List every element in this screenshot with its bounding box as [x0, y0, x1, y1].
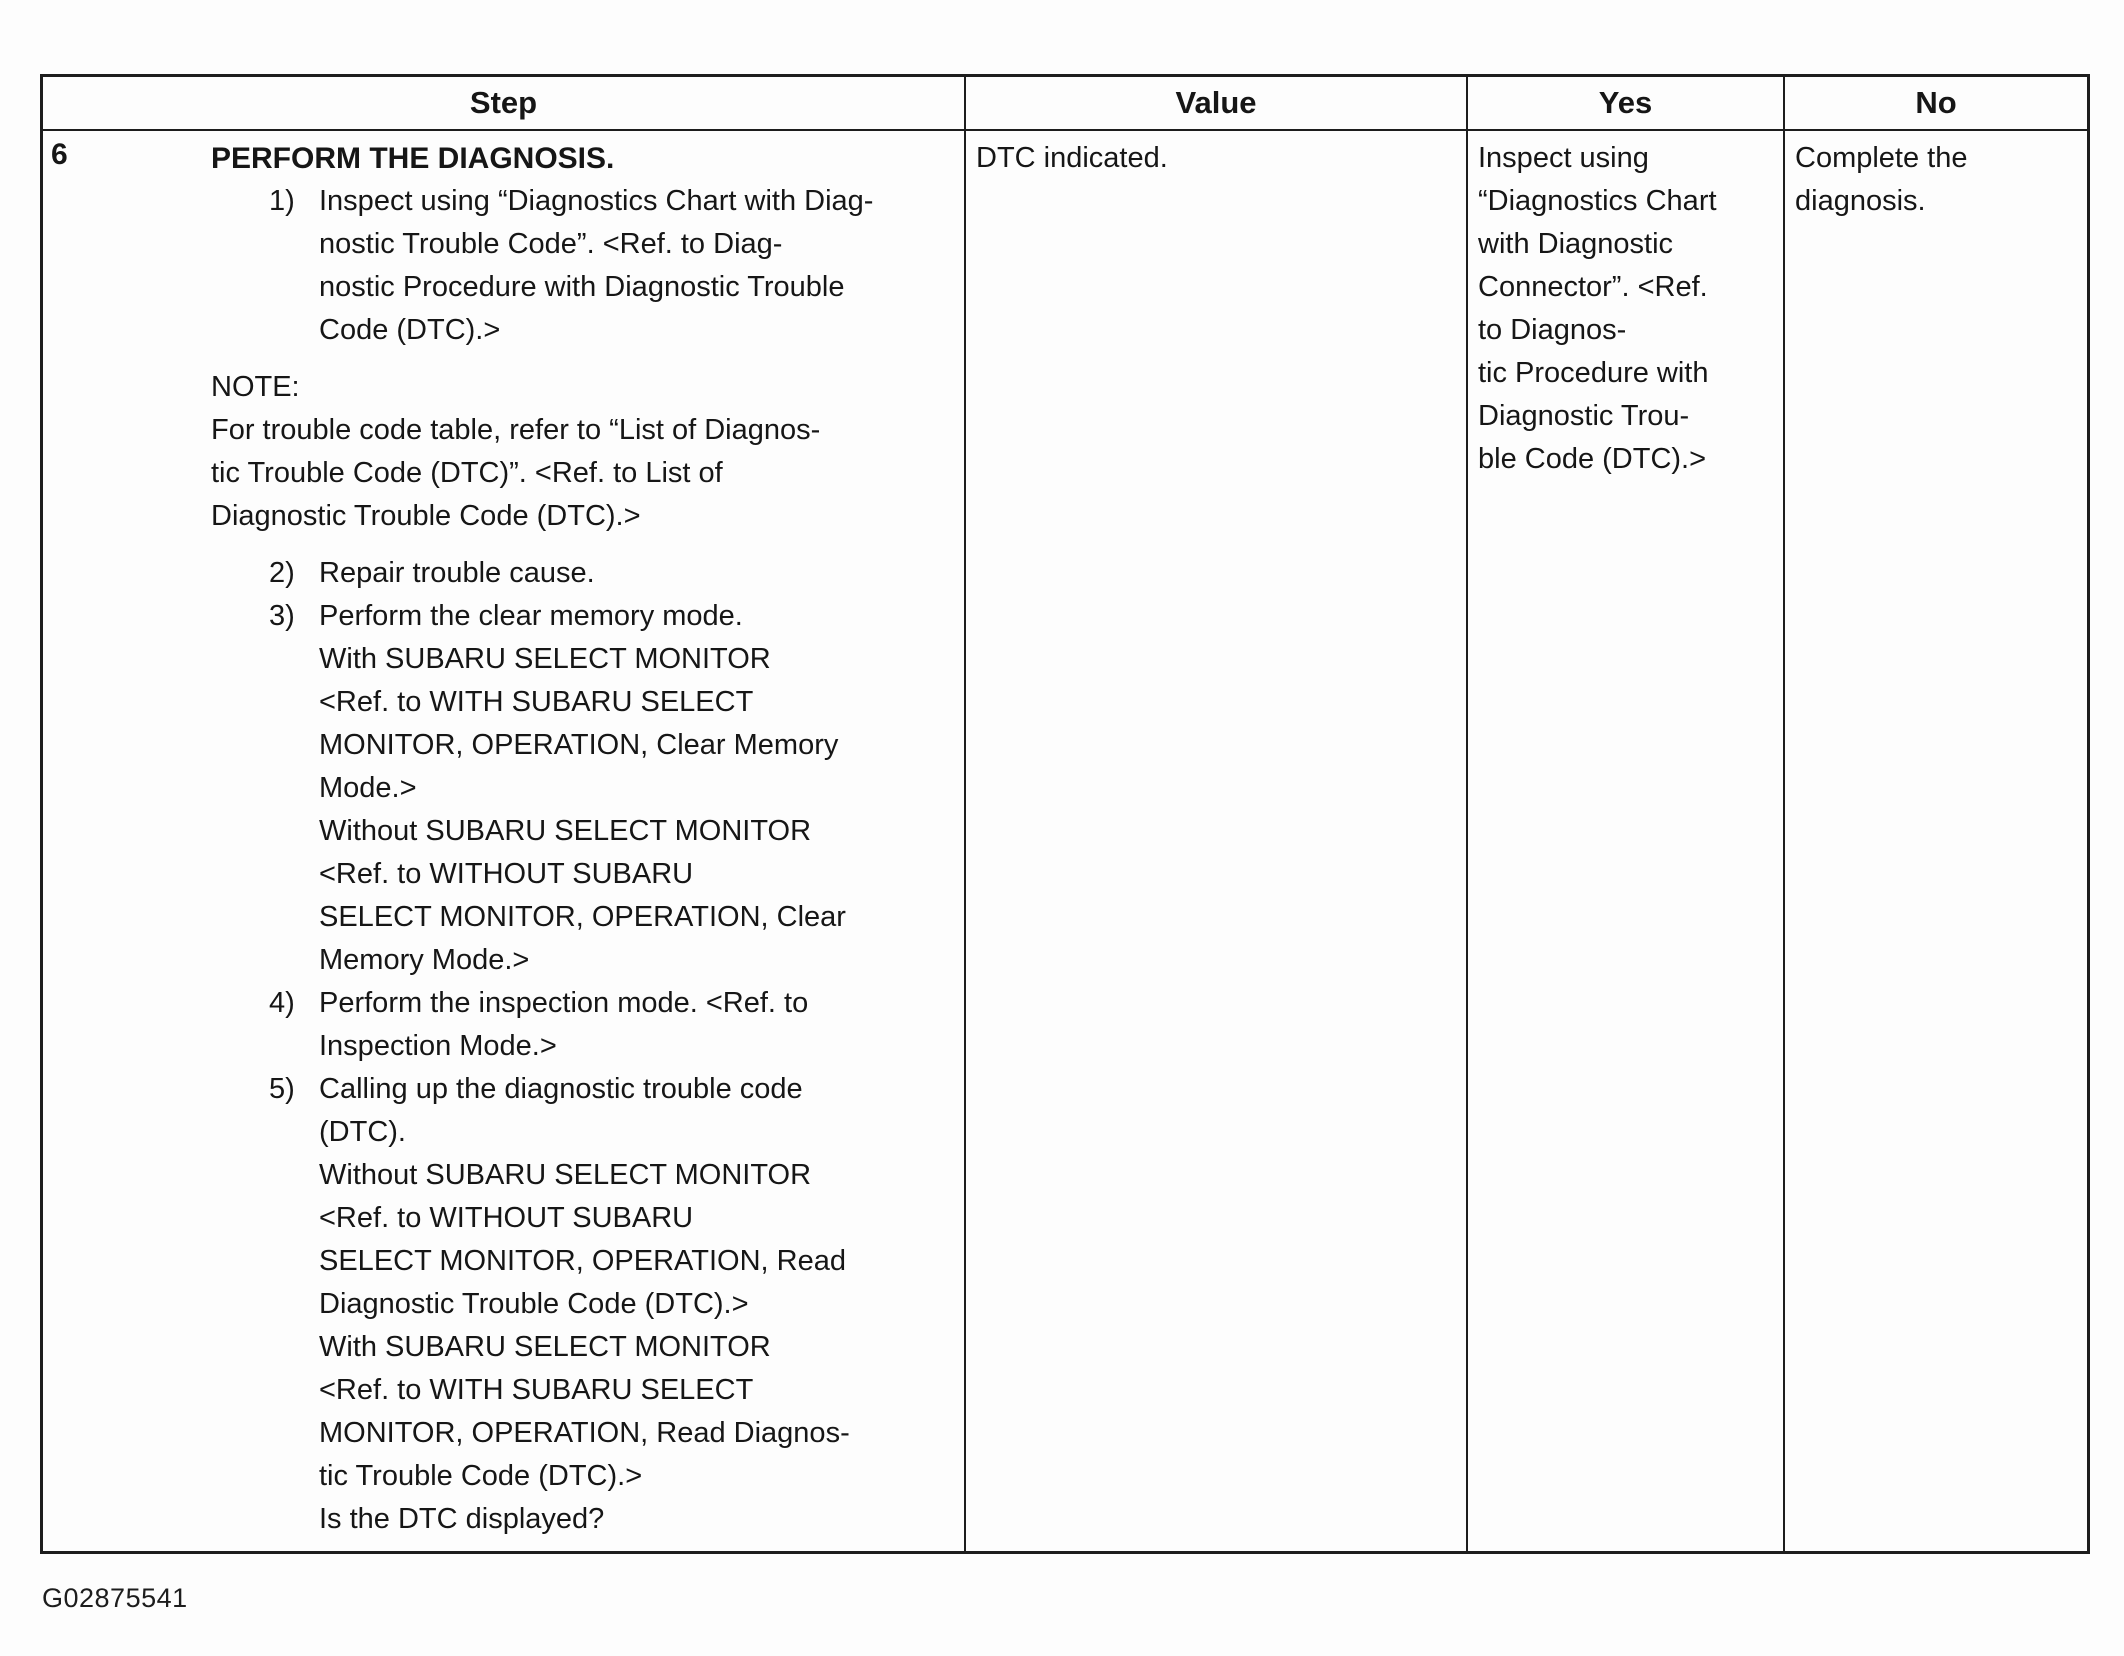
line-text: nostic Trouble Code”. <Ref. to Diag- [319, 228, 783, 260]
line-text: (DTC). [319, 1116, 406, 1148]
column-header-yes: Yes [1468, 77, 1785, 129]
line-text: Inspect using “Diagnostics Chart with Diag- [319, 185, 874, 217]
text-line [1478, 180, 1773, 223]
text-line [211, 1498, 954, 1541]
diagnostic-table [40, 74, 2090, 1554]
text-line [211, 724, 954, 767]
line-text: <Ref. to WITH SUBARU SELECT [319, 686, 754, 718]
line-text: tic Trouble Code (DTC)”. <Ref. to List of [211, 457, 723, 489]
line-text: nostic Procedure with Diagnostic Trouble [319, 271, 845, 303]
text-line [211, 223, 954, 266]
list-marker: 4) [269, 987, 295, 1019]
line-text: Perform the inspection mode. <Ref. to [319, 987, 809, 1019]
line-text: Memory Mode.> [319, 944, 530, 976]
text-line [211, 638, 954, 681]
line-text: “Diagnostics Chart [1478, 185, 1717, 217]
list-marker: 3) [269, 600, 295, 632]
line-text: Diagnostic Trouble Code (DTC).> [211, 500, 641, 532]
text-line [211, 366, 954, 409]
text-line [211, 1369, 954, 1412]
line-text: tic Procedure with [1478, 357, 1709, 389]
text-line [211, 1025, 954, 1068]
line-text: Perform the clear memory mode. [319, 600, 743, 632]
text-line [211, 1197, 954, 1240]
step-number: 6 [51, 138, 68, 171]
line-text: SELECT MONITOR, OPERATION, Read [319, 1245, 846, 1277]
line-text: <Ref. to WITHOUT SUBARU [319, 1202, 694, 1234]
column-header-no: No [1915, 85, 1957, 120]
line-text: MONITOR, OPERATION, Read Diagnos- [319, 1417, 850, 1449]
value-text: DTC indicated. [976, 142, 1168, 174]
column-header-step: Step [43, 77, 966, 129]
line-text: to Diagnos- [1478, 314, 1627, 346]
text-line [211, 595, 954, 638]
line-text: Mode.> [319, 772, 417, 804]
line-text: NOTE: [211, 371, 300, 403]
line-text: PERFORM THE DIAGNOSIS. [211, 142, 615, 175]
line-text: Connector”. <Ref. [1478, 271, 1708, 303]
list-marker: 2) [269, 557, 295, 589]
text-line [1478, 438, 1773, 481]
line-text: ble Code (DTC).> [1478, 443, 1707, 475]
line-text: tic Trouble Code (DTC).> [319, 1460, 643, 1492]
text-line [1478, 137, 1773, 180]
text-line [211, 939, 954, 982]
column-header-value: Value [966, 77, 1468, 129]
step-instructions [211, 137, 954, 1541]
text-line [211, 309, 954, 352]
no-cell [1785, 131, 2087, 1551]
text-line [211, 1068, 954, 1111]
line-text: With SUBARU SELECT MONITOR [319, 643, 771, 675]
line-text: Inspection Mode.> [319, 1030, 557, 1062]
line-text: SELECT MONITOR, OPERATION, Clear [319, 901, 846, 933]
text-line [1795, 180, 2077, 223]
line-text: Complete the [1795, 142, 1968, 174]
text-line [211, 1455, 954, 1498]
text-line [211, 1154, 954, 1197]
text-line [211, 767, 954, 810]
text-line [211, 1111, 954, 1154]
line-text: Without SUBARU SELECT MONITOR [319, 815, 812, 847]
text-line [1478, 223, 1773, 266]
text-line [1478, 266, 1773, 309]
line-text: <Ref. to WITHOUT SUBARU [319, 858, 694, 890]
text-line [211, 552, 954, 595]
line-text: With SUBARU SELECT MONITOR [319, 1331, 771, 1363]
text-line [211, 681, 954, 724]
text-line [1478, 395, 1773, 438]
list-marker: 1) [269, 185, 295, 217]
table-header-row [43, 77, 2087, 131]
line-text: with Diagnostic [1478, 228, 1674, 260]
line-text: Diagnostic Trouble Code (DTC).> [319, 1288, 749, 1320]
text-line [211, 452, 954, 495]
text-line [211, 137, 954, 180]
table-body-row [43, 131, 2087, 1551]
value-cell [966, 131, 1468, 1551]
text-line [1478, 352, 1773, 395]
text-line [1795, 137, 2077, 180]
line-text: Code (DTC).> [319, 314, 501, 346]
text-line [211, 1240, 954, 1283]
line-text: MONITOR, OPERATION, Clear Memory [319, 729, 839, 761]
text-line [211, 1283, 954, 1326]
line-text: Calling up the diagnostic trouble code [319, 1073, 803, 1105]
text-line [1478, 309, 1773, 352]
line-text: diagnosis. [1795, 185, 1926, 217]
text-line [211, 1326, 954, 1369]
text-line [211, 266, 954, 309]
text-line [211, 896, 954, 939]
line-text: Diagnostic Trou- [1478, 400, 1690, 432]
list-marker: 5) [269, 1073, 295, 1105]
text-line [211, 180, 954, 223]
line-text: Without SUBARU SELECT MONITOR [319, 1159, 812, 1191]
text-line [211, 982, 954, 1025]
text-line [211, 409, 954, 452]
line-text: Is the DTC displayed? [319, 1503, 605, 1535]
line-text: Repair trouble cause. [319, 557, 595, 589]
line-text: Inspect using [1478, 142, 1649, 174]
yes-cell [1468, 131, 1785, 1551]
text-line [211, 810, 954, 853]
line-text: <Ref. to WITH SUBARU SELECT [319, 1374, 754, 1406]
step-cell [43, 131, 966, 1551]
text-line [211, 1412, 954, 1455]
text-line [211, 853, 954, 896]
text-line [211, 495, 954, 538]
figure-id: G02875541 [42, 1583, 188, 1613]
line-text: For trouble code table, refer to “List of Diagnos- [211, 414, 821, 446]
